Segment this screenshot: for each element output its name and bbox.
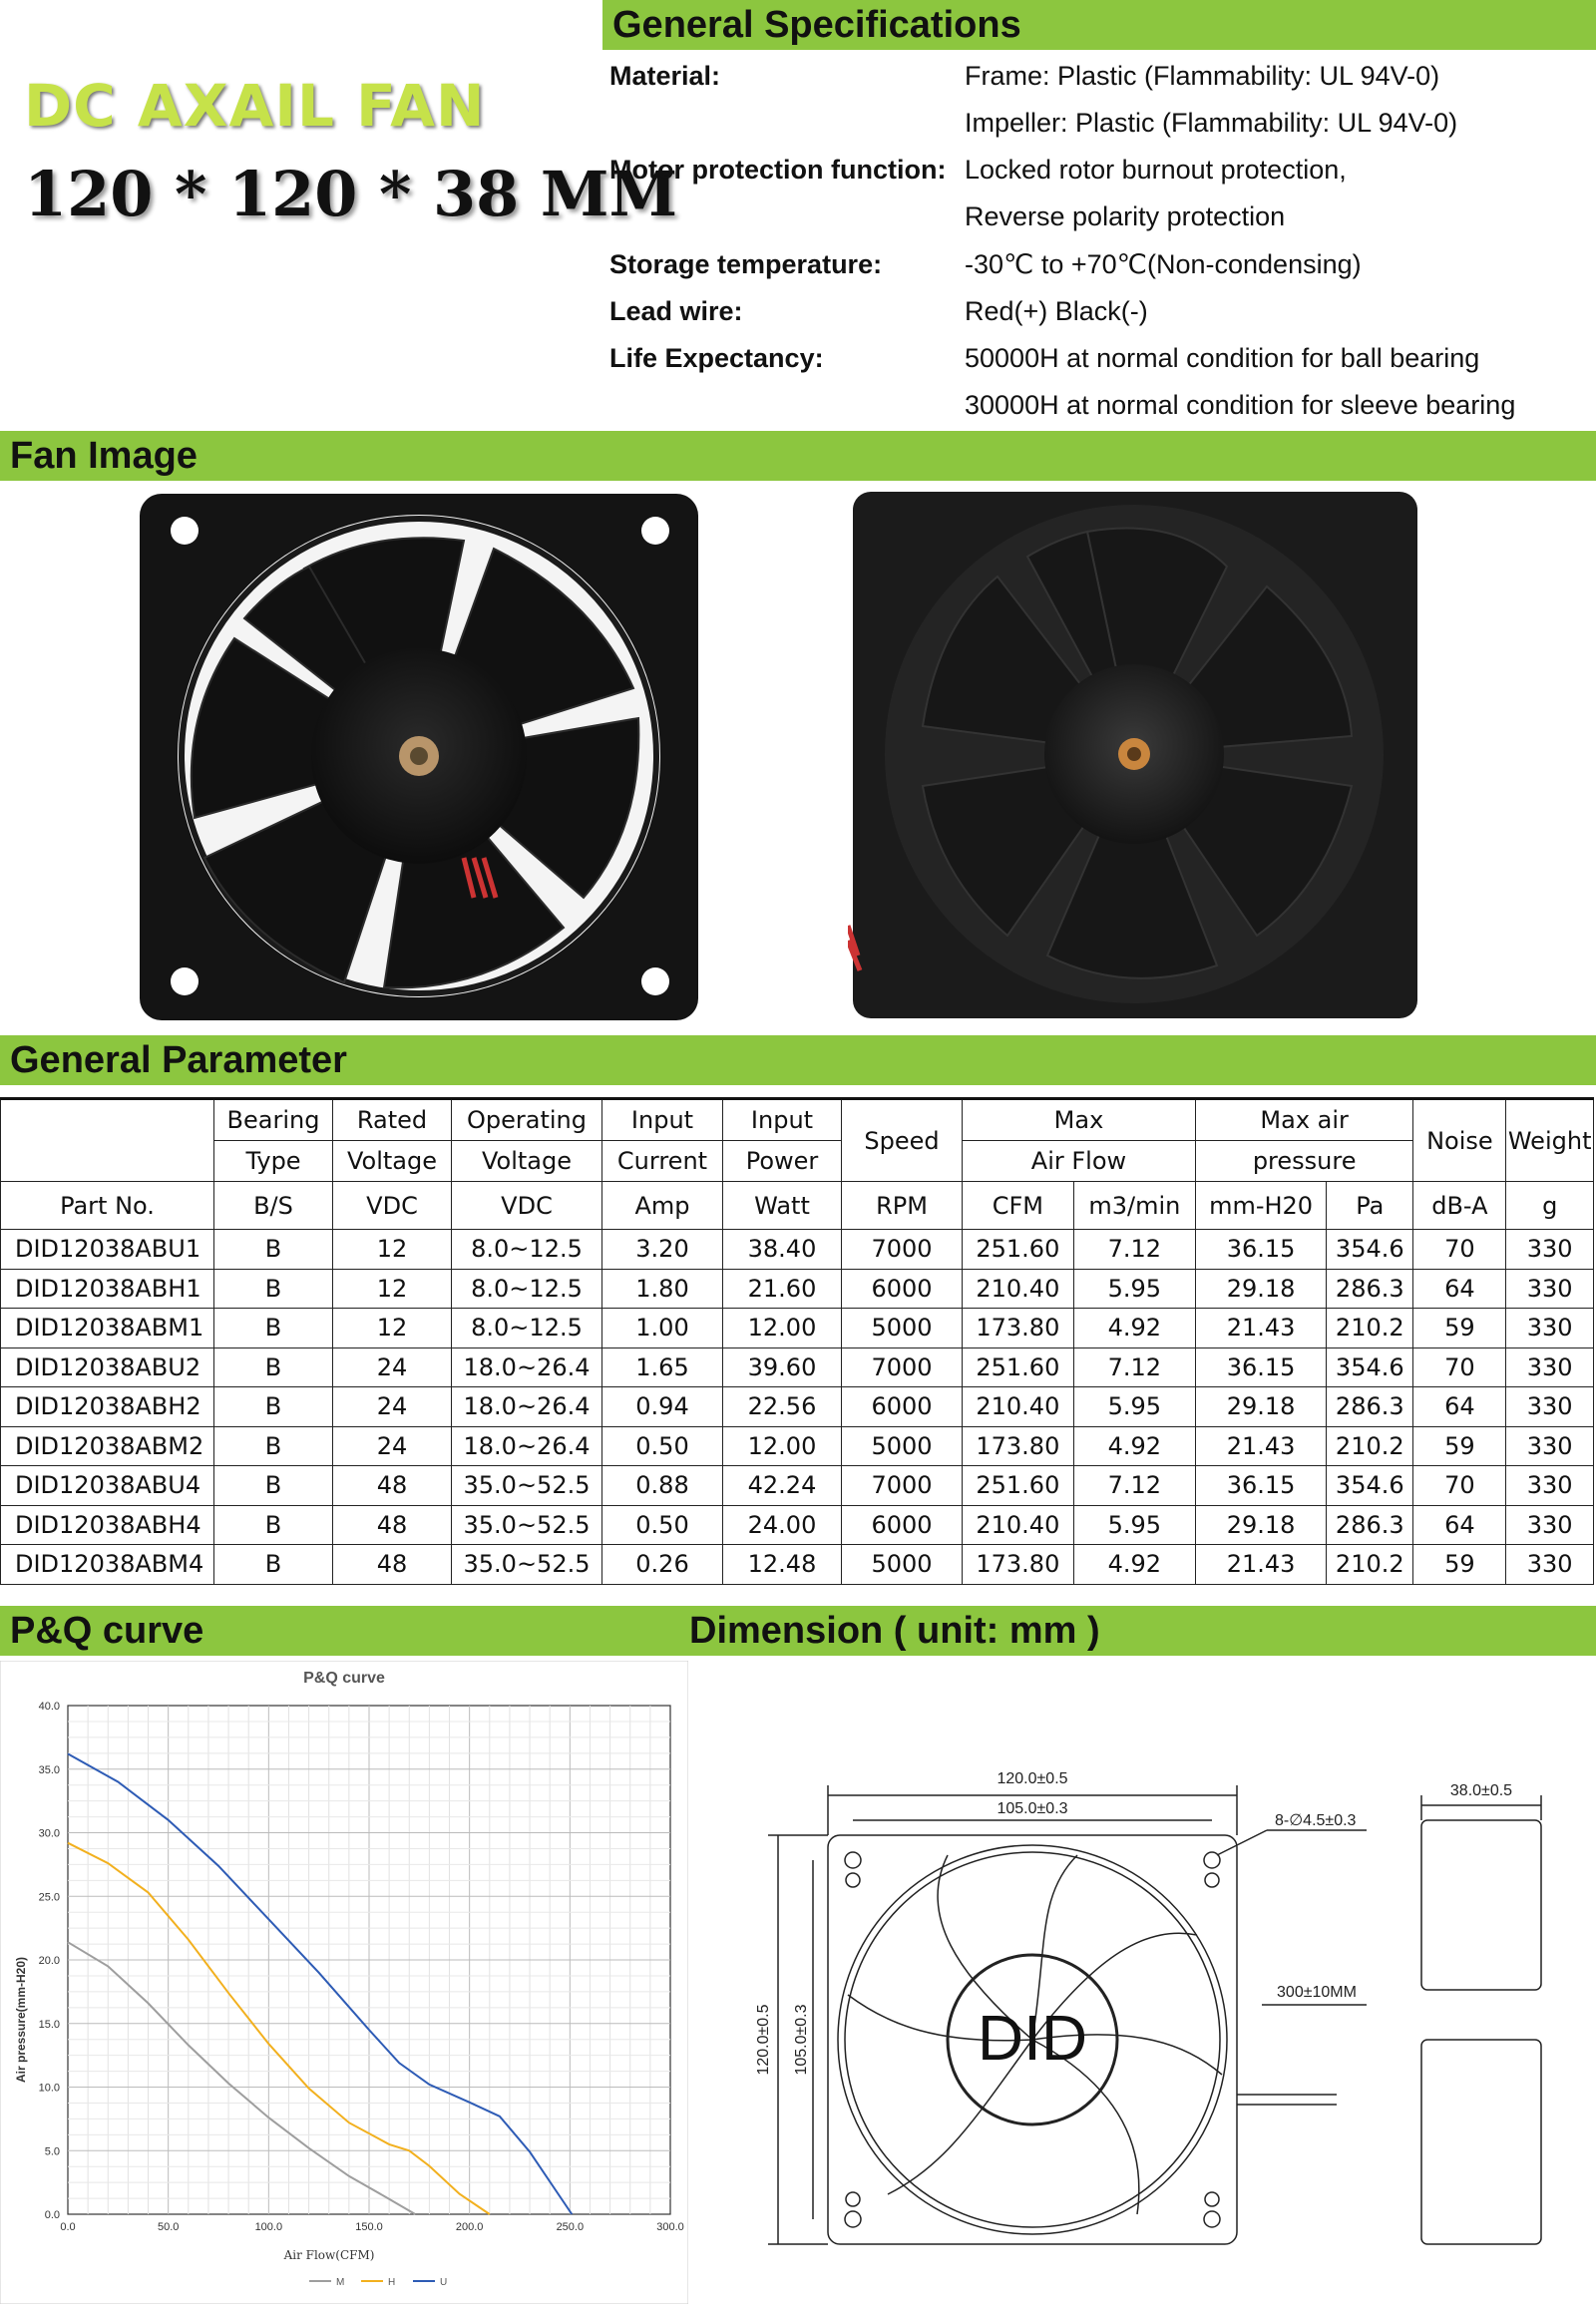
table-row [1,1505,1594,1545]
table-cell: 39.60 [723,1347,842,1387]
table-cell: 0.26 [602,1545,723,1585]
y-tick-label: 0.0 [44,2209,60,2221]
dimension-drawing [718,1696,1596,2254]
chart-title: P&Q curve [303,1670,385,1687]
table-cell: 59 [1413,1426,1506,1466]
unit-cell: B/S [214,1182,333,1230]
table-row [1,1387,1594,1427]
table-cell: 7000 [842,1230,963,1270]
motor-protect-2: Reverse polarity protection [965,201,1286,231]
table-cell: 18.0~26.4 [452,1347,602,1387]
x-tick-label: 300.0 [656,2221,684,2233]
unit-cell: VDC [333,1182,452,1230]
material-label: Material: [609,61,721,91]
table-cell: 330 [1506,1269,1594,1309]
section-dimension: Dimension ( unit: mm ) [679,1606,1596,1656]
table-cell: B [214,1387,333,1427]
unit-cell: Pa [1327,1182,1413,1230]
table-cell: 24 [333,1426,452,1466]
th-max-airflow: Max [963,1099,1196,1141]
x-tick-label: 200.0 [455,2221,484,2233]
table-cell: 5000 [842,1426,963,1466]
table-cell: 251.60 [963,1347,1074,1387]
table-cell: 173.80 [963,1545,1074,1585]
table-cell: 6000 [842,1387,963,1427]
unit-cell: m3/min [1073,1182,1195,1230]
th-voltage-op: Voltage [452,1141,602,1182]
table-cell: 0.94 [602,1387,723,1427]
table-cell: 354.6 [1327,1230,1413,1270]
table-cell: 7.12 [1073,1230,1195,1270]
y-tick-label: 25.0 [38,1891,60,1904]
storage-label: Storage temperature: [609,249,883,279]
table-cell: 5.95 [1073,1387,1195,1427]
table-cell: 8.0~12.5 [452,1230,602,1270]
table-cell: 286.3 [1327,1505,1413,1545]
table-cell: 210.40 [963,1505,1074,1545]
table-cell: 5.95 [1073,1269,1195,1309]
unit-cell: g [1506,1182,1594,1230]
table-cell: 354.6 [1327,1347,1413,1387]
table-cell: 4.92 [1073,1309,1195,1348]
lead-label: Lead wire: [609,296,743,326]
th-input-power: Input [723,1099,842,1141]
table-cell: 21.43 [1195,1309,1326,1348]
dim-logo: DID [977,2002,1088,2074]
table-cell: 5000 [842,1309,963,1348]
table-cell: 330 [1506,1387,1594,1427]
table-cell: 24 [333,1387,452,1427]
motor-protect-1: Locked rotor burnout protection, [965,155,1347,185]
y-tick-label: 35.0 [38,1763,60,1776]
y-tick-label: 10.0 [38,2082,60,2095]
unit-cell: Part No. [1,1182,214,1230]
header-blank [1,1099,214,1182]
dim-hole-spacing-v: 105.0±0.3 [793,2004,810,2076]
table-cell: 210.2 [1327,1309,1413,1348]
table-cell: 29.18 [1195,1387,1326,1427]
table-cell: B [214,1230,333,1270]
table-cell: 12 [333,1230,452,1270]
product-title: DC AXAIL FAN [24,72,486,140]
th-airflow: Air Flow [963,1141,1196,1182]
table-cell: 70 [1413,1466,1506,1506]
th-voltage: Voltage [333,1141,452,1182]
x-tick-label: 150.0 [355,2221,383,2233]
unit-cell: RPM [842,1182,963,1230]
table-cell: 4.92 [1073,1426,1195,1466]
part-number-cell: DID12038ABM1 [1,1309,214,1348]
table-cell: 22.56 [723,1387,842,1427]
table-cell: 0.50 [602,1426,723,1466]
section-general-specs: General Specifications [602,0,1596,50]
lead-value: Red(+) Black(-) [965,296,1148,326]
table-cell: 64 [1413,1387,1506,1427]
table-cell: 330 [1506,1466,1594,1506]
life-ball: 50000H at normal condition for ball bearing [965,343,1480,373]
table-cell: 4.92 [1073,1545,1195,1585]
th-rated: Rated [333,1099,452,1141]
dim-overall-width: 120.0±0.5 [997,1770,1068,1787]
section-general-parameter: General Parameter [0,1035,1596,1085]
unit-cell: mm-H20 [1195,1182,1326,1230]
part-number-cell: DID12038ABU1 [1,1230,214,1270]
table-cell: 18.0~26.4 [452,1426,602,1466]
table-cell: 251.60 [963,1466,1074,1506]
th-max-air-pressure: Max air [1195,1099,1412,1141]
y-tick-label: 15.0 [38,2018,60,2031]
table-cell: 173.80 [963,1309,1074,1348]
table-cell: 330 [1506,1309,1594,1348]
th-power: Power [723,1141,842,1182]
th-noise: Noise [1413,1099,1506,1182]
table-cell: 3.20 [602,1230,723,1270]
table-cell: 24 [333,1347,452,1387]
th-current: Current [602,1141,723,1182]
table-cell: 1.65 [602,1347,723,1387]
life-sleeve: 30000H at normal condition for sleeve bearing [965,390,1516,420]
table-cell: 21.43 [1195,1545,1326,1585]
table-cell: 12.48 [723,1545,842,1585]
x-tick-label: 100.0 [254,2221,283,2233]
legend-label: U [440,2277,448,2288]
table-cell: 70 [1413,1230,1506,1270]
table-cell: 210.40 [963,1269,1074,1309]
th-bearing: Bearing [214,1099,333,1141]
material-frame: Frame: Plastic (Flammability: UL 94V-0) [965,61,1440,91]
table-cell: 48 [333,1545,452,1585]
table-cell: 36.15 [1195,1230,1326,1270]
th-weight: Weight [1506,1099,1594,1182]
table-cell: 59 [1413,1309,1506,1348]
unit-cell: CFM [963,1182,1074,1230]
dim-holes: 8-∅4.5±0.3 [1275,1812,1357,1829]
table-cell: B [214,1505,333,1545]
table-cell: 286.3 [1327,1269,1413,1309]
section-fan-image: Fan Image [0,431,1596,481]
unit-cell: Amp [602,1182,723,1230]
unit-cell: dB-A [1413,1182,1506,1230]
table-cell: 330 [1506,1230,1594,1270]
section-pq-curve: P&Q curve [0,1606,679,1656]
x-axis-label: Air Flow(CFM) [283,2248,375,2262]
dim-hole-spacing-h: 105.0±0.3 [997,1800,1068,1817]
table-cell: 8.0~12.5 [452,1309,602,1348]
y-tick-label: 40.0 [38,1701,60,1713]
table-cell: B [214,1545,333,1585]
dim-depth: 38.0±0.5 [1449,1782,1513,1799]
fan-photo-back [848,487,1424,1025]
table-cell: 48 [333,1505,452,1545]
table-cell: B [214,1269,333,1309]
table-row [1,1269,1594,1309]
material-impeller: Impeller: Plastic (Flammability: UL 94V-0) [965,108,1458,138]
table-cell: 354.6 [1327,1466,1413,1506]
th-speed: Speed [842,1099,963,1182]
table-cell: 18.0~26.4 [452,1387,602,1427]
th-input-current: Input [602,1099,723,1141]
table-cell: 330 [1506,1426,1594,1466]
table-cell: 35.0~52.5 [452,1545,602,1585]
y-tick-label: 30.0 [38,1827,60,1840]
table-cell: 48 [333,1466,452,1506]
table-cell: 21.43 [1195,1426,1326,1466]
table-cell: 173.80 [963,1426,1074,1466]
pq-chart [0,1661,688,2304]
legend-label: H [388,2277,396,2288]
table-cell: 24.00 [723,1505,842,1545]
part-number-cell: DID12038ABM4 [1,1545,214,1585]
table-cell: 5000 [842,1545,963,1585]
table-cell: 7.12 [1073,1347,1195,1387]
part-number-cell: DID12038ABU2 [1,1347,214,1387]
table-cell: 36.15 [1195,1347,1326,1387]
table-cell: 251.60 [963,1230,1074,1270]
table-cell: 38.40 [723,1230,842,1270]
y-tick-label: 5.0 [44,2145,60,2158]
life-label: Life Expectancy: [609,343,824,373]
table-cell: 64 [1413,1505,1506,1545]
fan-photo-front [135,489,708,1027]
product-size: 120 * 120 * 38 MM [24,158,678,230]
table-cell: 210.2 [1327,1426,1413,1466]
table-cell: 7000 [842,1347,963,1387]
part-number-cell: DID12038ABU4 [1,1466,214,1506]
table-cell: 1.00 [602,1309,723,1348]
table-cell: B [214,1309,333,1348]
part-number-cell: DID12038ABH4 [1,1505,214,1545]
table-cell: 210.2 [1327,1545,1413,1585]
table-cell: 12 [333,1309,452,1348]
table-cell: 6000 [842,1505,963,1545]
table-cell: 64 [1413,1269,1506,1309]
table-cell: 330 [1506,1505,1594,1545]
table-cell: 35.0~52.5 [452,1466,602,1506]
storage-value: -30℃ to +70℃(Non-condensing) [965,249,1362,279]
part-number-cell: DID12038ABH2 [1,1387,214,1427]
table-cell: B [214,1347,333,1387]
table-row [1,1347,1594,1387]
part-number-cell: DID12038ABH1 [1,1269,214,1309]
dim-overall-height: 120.0±0.5 [755,2004,772,2076]
table-cell: 8.0~12.5 [452,1269,602,1309]
parameter-table [0,1097,1594,1585]
table-cell: 5.95 [1073,1505,1195,1545]
table-cell: 29.18 [1195,1505,1326,1545]
y-tick-label: 20.0 [38,1955,60,1967]
th-pressure: pressure [1195,1141,1412,1182]
table-cell: 7000 [842,1466,963,1506]
x-tick-label: 0.0 [60,2221,76,2233]
table-cell: B [214,1466,333,1506]
table-row [1,1309,1594,1348]
table-cell: 35.0~52.5 [452,1505,602,1545]
motor-label: Motor protection function: [609,155,947,185]
table-cell: 36.15 [1195,1466,1326,1506]
table-cell: 0.88 [602,1466,723,1506]
table-row [1,1545,1594,1585]
table-cell: 12.00 [723,1426,842,1466]
x-tick-label: 250.0 [556,2221,585,2233]
table-cell: 210.40 [963,1387,1074,1427]
table-cell: 21.60 [723,1269,842,1309]
th-type: Type [214,1141,333,1182]
table-row [1,1230,1594,1270]
table-cell: 70 [1413,1347,1506,1387]
th-operating: Operating [452,1099,602,1141]
unit-cell: Watt [723,1182,842,1230]
legend-label: M [336,2277,345,2288]
units-row [1,1182,1594,1230]
dim-lead-length: 300±10MM [1277,1984,1357,2001]
table-cell: 6000 [842,1269,963,1309]
y-axis-label: Air pressure(mm-H20) [14,1956,28,2084]
table-row [1,1466,1594,1506]
table-cell: 12 [333,1269,452,1309]
x-tick-label: 50.0 [157,2221,180,2233]
table-cell: 12.00 [723,1309,842,1348]
unit-cell: VDC [452,1182,602,1230]
table-cell: 29.18 [1195,1269,1326,1309]
table-cell: 0.50 [602,1505,723,1545]
table-cell: 330 [1506,1545,1594,1585]
part-number-cell: DID12038ABM2 [1,1426,214,1466]
table-cell: 330 [1506,1347,1594,1387]
table-cell: 286.3 [1327,1387,1413,1427]
table-cell: 42.24 [723,1466,842,1506]
table-row [1,1426,1594,1466]
table-cell: B [214,1426,333,1466]
table-cell: 7.12 [1073,1466,1195,1506]
table-cell: 1.80 [602,1269,723,1309]
table-cell: 59 [1413,1545,1506,1585]
